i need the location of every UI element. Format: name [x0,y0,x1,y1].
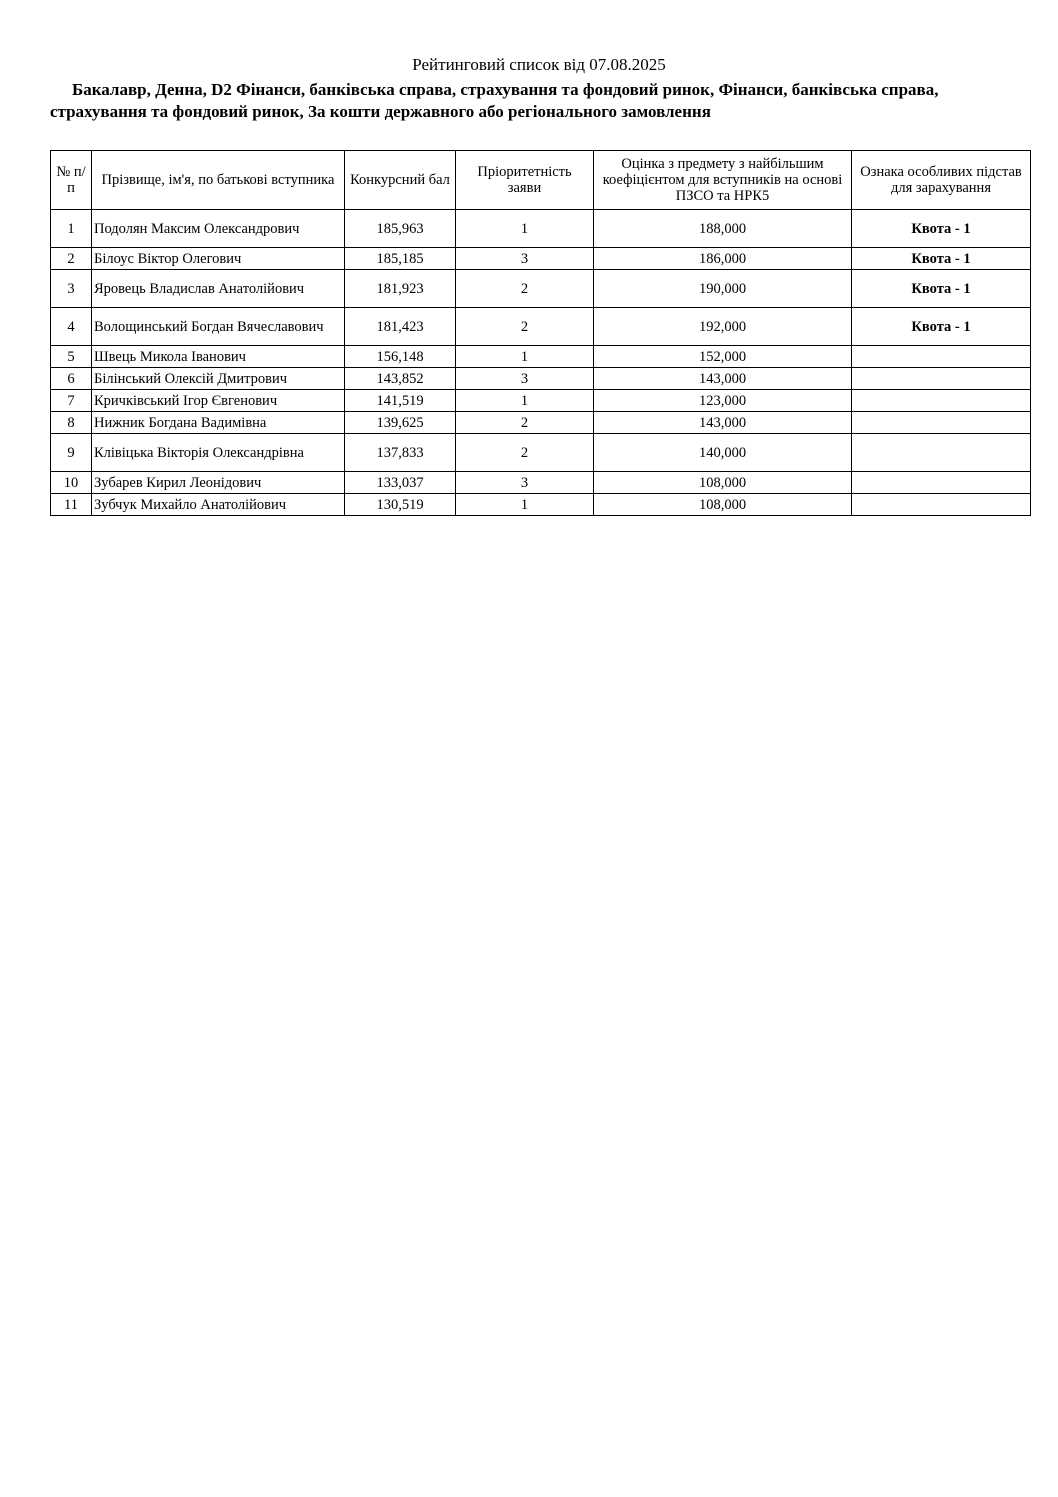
table-row [51,270,1031,308]
row-score: 130,519 [345,494,456,516]
row-num: 9 [51,434,92,472]
row-name: Білоус Віктор Олегович [92,248,345,270]
row-num: 2 [51,248,92,270]
row-subject-score: 140,000 [594,434,852,472]
row-subject-score: 152,000 [594,346,852,368]
row-special: Квота - 1 [852,308,1031,346]
row-score: 185,963 [345,210,456,248]
row-name: Подолян Максим Олександрович [92,210,345,248]
table-row [51,368,1031,390]
row-name: Зубарев Кирил Леонідович [92,472,345,494]
rating-table [50,150,1031,516]
table-row [51,494,1031,516]
table-row [51,248,1031,270]
row-subject-score: 143,000 [594,412,852,434]
table-row [51,346,1031,368]
row-subject-score: 190,000 [594,270,852,308]
program-description: Бакалавр, Денна, D2 Фінанси, банківська справа, страхування та фондовий ринок, Фінанси, банківська справа, страхування та фондовий ринок, За кошти державного або регіонального замовлення [50,80,939,121]
row-score: 156,148 [345,346,456,368]
header-special: Ознака особливих підстав для зарахування [852,151,1031,210]
row-subject-score: 188,000 [594,210,852,248]
row-priority: 1 [456,346,594,368]
row-priority: 1 [456,210,594,248]
row-score: 133,037 [345,472,456,494]
table-header-row [51,151,1031,210]
row-num: 10 [51,472,92,494]
header-priority: Пріоритетність заяви [456,151,594,210]
row-name: Кричківський Ігор Євгенович [92,390,345,412]
row-priority: 1 [456,494,594,516]
row-score: 141,519 [345,390,456,412]
row-num: 7 [51,390,92,412]
row-priority: 3 [456,248,594,270]
row-subject-score: 186,000 [594,248,852,270]
row-name: Зубчук Михайло Анатолійович [92,494,345,516]
row-special [852,412,1031,434]
row-special: Квота - 1 [852,270,1031,308]
row-num: 11 [51,494,92,516]
table-row [51,210,1031,248]
row-num: 5 [51,346,92,368]
row-special: Квота - 1 [852,248,1031,270]
row-special [852,368,1031,390]
row-subject-score: 108,000 [594,472,852,494]
row-name: Нижник Богдана Вадимівна [92,412,345,434]
row-score: 139,625 [345,412,456,434]
header-num: № п/п [51,151,92,210]
row-special [852,472,1031,494]
row-priority: 2 [456,412,594,434]
header-name: Прізвище, ім'я, по батькові вступника [92,151,345,210]
row-priority: 2 [456,434,594,472]
row-num: 8 [51,412,92,434]
row-priority: 3 [456,472,594,494]
row-num: 4 [51,308,92,346]
row-name: Волощинський Богдан Вячеславович [92,308,345,346]
table-row [51,412,1031,434]
row-name: Яровець Владислав Анатолійович [92,270,345,308]
table-row [51,390,1031,412]
row-name: Білінський Олексій Дмитрович [92,368,345,390]
row-num: 1 [51,210,92,248]
table-row [51,472,1031,494]
row-subject-score: 143,000 [594,368,852,390]
row-score: 181,423 [345,308,456,346]
row-special [852,390,1031,412]
row-subject-score: 108,000 [594,494,852,516]
table-row [51,308,1031,346]
page-title: Рейтинговий список від 07.08.2025 [412,55,666,74]
row-priority: 2 [456,270,594,308]
row-name: Швець Микола Іванович [92,346,345,368]
header-subject-score: Оцінка з предмету з найбільшим коефіцієнтом для вступників на основі ПЗСО та НРК5 [594,151,852,210]
row-subject-score: 192,000 [594,308,852,346]
row-score: 181,923 [345,270,456,308]
row-score: 143,852 [345,368,456,390]
row-special: Квота - 1 [852,210,1031,248]
row-special [852,346,1031,368]
row-priority: 1 [456,390,594,412]
row-priority: 2 [456,308,594,346]
table-row [51,434,1031,472]
row-score: 185,185 [345,248,456,270]
row-priority: 3 [456,368,594,390]
row-score: 137,833 [345,434,456,472]
header-score: Конкурсний бал [345,151,456,210]
row-num: 3 [51,270,92,308]
row-special [852,434,1031,472]
row-subject-score: 123,000 [594,390,852,412]
row-num: 6 [51,368,92,390]
row-name: Клівіцька Вікторія Олександрівна [92,434,345,472]
row-special [852,494,1031,516]
